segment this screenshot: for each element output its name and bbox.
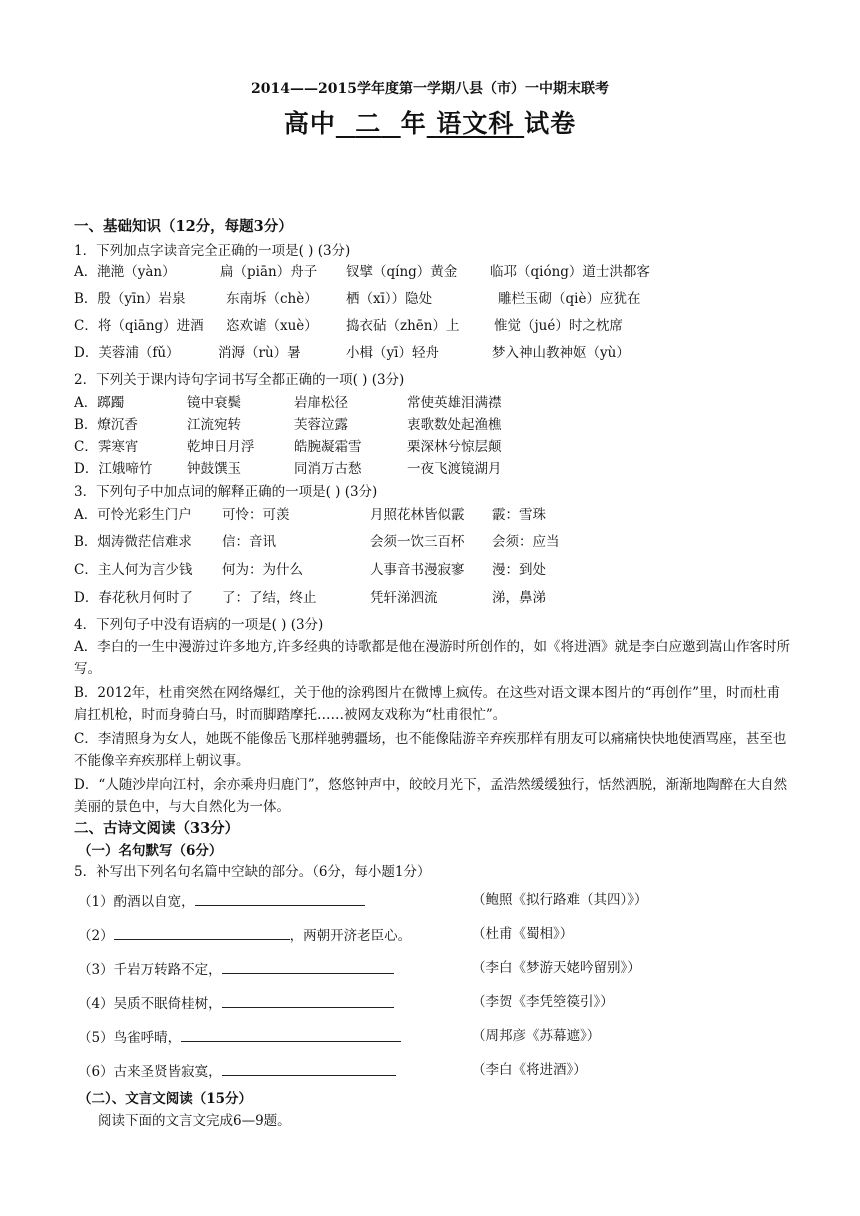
exam-title bbox=[0, 108, 860, 140]
q5-item-1: （1）酌酒以自宽， bbox=[78, 891, 365, 911]
section2-heading: 二、古诗文阅读（33分） bbox=[74, 820, 240, 837]
q1-option-c: C．将（qiāng）进酒 恣欢谑（xuè） 捣衣砧（zhēn）上 惟觉（jué）时之枕席 bbox=[74, 318, 623, 334]
q3-option-c: C．主人何为言少钱 何为：为什么 人事音书漫寂寥 漫：到处 bbox=[74, 562, 546, 578]
q4-option-d: D．“人随沙岸向江村，余亦乘舟归鹿门”，悠悠钟声中，皎皎月光下，孟浩然缓缓独行，恬然洒脱，渐渐地陶醉在大自然美丽的景色中，与大自然化为一体。 bbox=[74, 777, 788, 815]
q5-item-2: （2） ，两朝开济老臣心。 bbox=[78, 925, 411, 945]
answer-blank[interactable] bbox=[222, 993, 394, 1008]
q5-item-1-source: （鲍照《拟行路难（其四）》） bbox=[472, 892, 648, 908]
q2-stem: 2．下列关于课内诗句字词书写全都正确的一项( ) (3分) bbox=[74, 372, 405, 388]
q1-option-d: D．芙蓉浦（fǔ） 消溽（rù）暑 小楫（yī）轻舟 梦入神山教神妪（yù） bbox=[74, 345, 630, 361]
answer-blank[interactable] bbox=[222, 959, 394, 974]
q2-option-c: C．霁寒宵 乾坤日月浮 皓腕凝霜雪 栗深林兮惊层颠 bbox=[74, 439, 502, 455]
q5-item-3: （3）千岩万转路不定， bbox=[78, 959, 394, 979]
title-grade: 二 bbox=[355, 109, 382, 138]
q3-option-a: A．可怜光彩生门户 可怜：可羡 月照花林皆似霰 霰：雪珠 bbox=[74, 507, 546, 523]
q5-stem: 5．补写出下列名句名篇中空缺的部分。（6分，每小题1分） bbox=[74, 864, 431, 880]
answer-blank[interactable] bbox=[195, 891, 365, 906]
q5-item-2-source: （杜甫《蜀相》） bbox=[472, 926, 574, 942]
q2-option-d: D．江娥啼竹 钟鼓馔玉 同消万古愁 一夜飞渡镜湖月 bbox=[74, 461, 502, 477]
section1-heading: 一、基础知识（12分，每题3分） bbox=[74, 218, 293, 235]
q4-option-c: C．李清照身为女人，她既不能像岳飞那样驰骋疆场，也不能像陆游辛弃疾那样有朋友可以痛痛快快地使酒骂座，甚至也不能像辛弃疾那样上朝议事。 bbox=[74, 731, 787, 769]
q1-option-a: A．滟滟（yàn） 扁（piān）舟子 钗擘（qíng）黄金 临邛（qióng）道士洪都客 bbox=[74, 264, 650, 280]
exam-header-line: 2014——2015学年度第一学期八县（市）一中期末联考 bbox=[251, 81, 609, 97]
q5-item-4-source: （李贺《李凭箜篌引》） bbox=[472, 994, 614, 1010]
subsection1-heading: （一）名句默写（6分） bbox=[78, 843, 223, 859]
title-part-1: 高中 bbox=[283, 109, 336, 138]
q5-item-3-source: （李白《梦游天姥吟留别》） bbox=[472, 960, 641, 976]
q1-option-b: B．殷（yīn）岩泉 东南坼（chè） 栖（xī））隐处 雕栏玉砌（qiè）应犹在 bbox=[74, 291, 641, 307]
q4-stem: 4．下列句子中没有语病的一项是( ) (3分) bbox=[74, 617, 324, 633]
q1-stem: 1．下列加点字读音完全正确的一项是( ) (3分) bbox=[74, 243, 351, 259]
title-part-5: 试卷 bbox=[524, 109, 577, 138]
q5-item-6: （6）古来圣贤皆寂寞， bbox=[78, 1061, 396, 1081]
q4-option-a: A．李白的一生中漫游过许多地方,许多经典的诗歌都是他在漫游时所创作的，如《将进酒》就是李白应邀到嵩山作客时所写。 bbox=[74, 639, 791, 677]
q3-option-d: D．春花秋月何时了 了：了结，终止 凭轩涕泗流 涕，鼻涕 bbox=[74, 590, 546, 606]
reading-instruction: 阅读下面的文言文完成6—9题。 bbox=[98, 1113, 291, 1129]
title-part-3: 年 bbox=[400, 109, 427, 138]
q5-item-6-source: （李白《将进酒》） bbox=[472, 1062, 587, 1078]
q5-item-4: （4）吴质不眠倚桂树， bbox=[78, 993, 394, 1013]
title-subject: 语文科 bbox=[436, 109, 515, 138]
q3-stem: 3．下列句子中加点词的解释正确的一项是( ) (3分) bbox=[74, 484, 378, 500]
answer-blank[interactable] bbox=[222, 1061, 396, 1076]
answer-blank[interactable] bbox=[114, 925, 290, 940]
q4-option-b: B．2012年，杜甫突然在网络爆红，关于他的涂鸦图片在微博上疯传。在这些对语文课本图片的“再创作”里，时而杜甫肩扛机枪，时而身骑白马，时而脚踏摩托……被网友戏称为“杜甫很忙”。 bbox=[74, 685, 781, 723]
q3-option-b: B．烟涛微茫信难求 信：音讯 会须一饮三百杯 会须：应当 bbox=[74, 534, 560, 550]
q2-option-a: A．踯躅 镜中衰鬓 岩扉松径 常使英雄泪满襟 bbox=[74, 395, 502, 411]
q5-item-5: （5）鸟雀呼晴， bbox=[78, 1027, 401, 1047]
q2-option-b: B．燎沉香 江流宛转 芙蓉泣露 衷歌数处起渔樵 bbox=[74, 417, 502, 433]
answer-blank[interactable] bbox=[181, 1027, 401, 1042]
q5-item-5-source: （周邦彦《苏幕遮》） bbox=[472, 1028, 601, 1044]
subsection2-heading: （二）、文言文阅读（15分） bbox=[78, 1091, 253, 1107]
